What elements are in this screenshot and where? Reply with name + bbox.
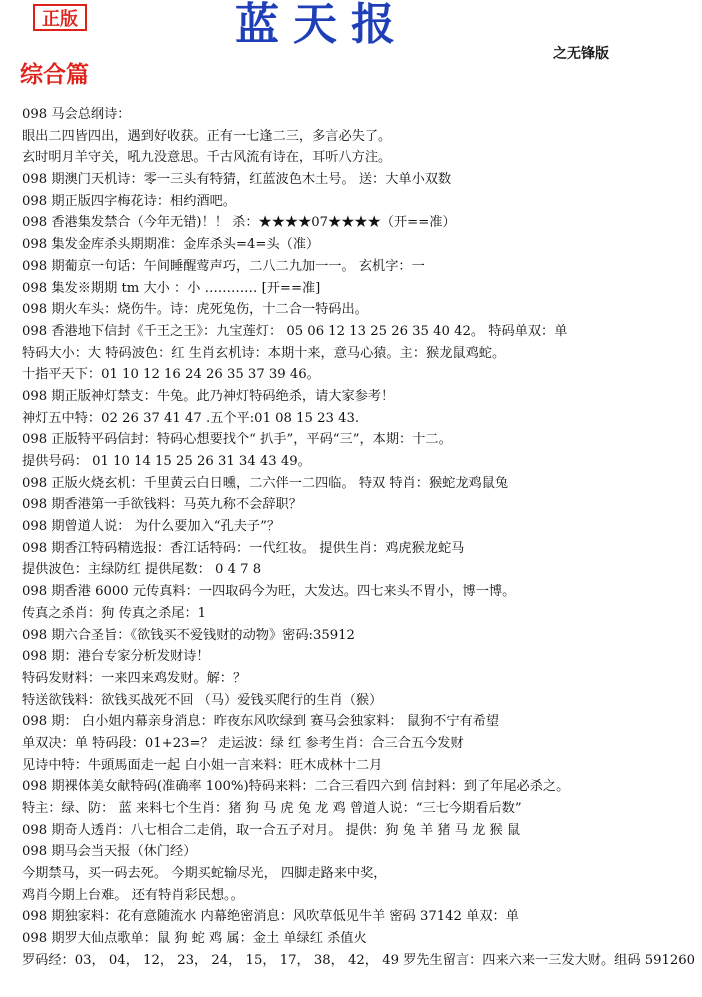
text-line: 十指平天下：01 10 12 16 24 26 35 37 39 46。 — [22, 367, 320, 383]
text-line: 神灯五中特：02 26 37 41 47 .五个平:01 08 15 23 43. — [22, 410, 360, 426]
text-line: 098 集发金库杀头期期准：金库杀头=4=头（准） — [22, 237, 320, 253]
text-line: 098 期正版神灯禁支：牛兔。此乃神灯特码绝杀，请大家参考！ — [22, 388, 395, 404]
text-line: 098 期：港台专家分析发财诗！ — [22, 649, 210, 665]
text-line: 098 期香港第一手欲钱料：马英九称不会辞职？ — [22, 497, 302, 513]
text-line: 098 马会总纲诗： — [22, 107, 131, 122]
text-line: 098 期香江特码精选报：香江话特码：一代红妆。 提供生肖：鸡虎猴龙蛇马 — [22, 540, 465, 556]
text-line: 特码发财料：一来四来鸡发财。解：？ — [22, 670, 247, 686]
text-line: 特码大小：大 特码波色：红 生肖玄机诗：本期十来，意马心猿。主：猴龙鼠鸡蛇。 — [22, 345, 506, 361]
edition-label: 之无锋版 — [553, 46, 609, 62]
text-line: 098 期罗大仙点歌单：鼠 狗 蛇 鸡 属：金土 单绿红 杀值火 — [22, 931, 367, 947]
text-line: 098 期火车头：烧伤牛。诗：虎死兔伤，十二合一特码出。 — [22, 302, 368, 318]
text-line: 098 期澳门天机诗：零一三头有特猜，红蓝波色木土号。 送：大单小双数 — [22, 172, 452, 188]
text-line: 098 期香港 6000 元传真料：一四取码今为旺，大发达。四七来头不胃小，博一博。 — [22, 584, 516, 600]
text-line: 今期禁马，买一码去死。 今期买蛇输尽光， 四脚走路来中奖， — [22, 866, 387, 882]
text-line: 098 正版特平码信封：特码心想要找个“ 扒手”，平码“三”，本期：十二。 — [22, 432, 452, 448]
text-line: 098 期奇人透肖：八七相合二走俏，取一合五子对月。 提供：狗 兔 羊 猪 马 龙 猴 鼠 — [22, 822, 521, 838]
text-line: 见诗中特：牛頭馬面走一起 白小姐一言来料：旺木成林十二月 — [22, 757, 383, 773]
text-line: 098 期： 白小姐内幕亲身消息：昨夜东风吹绿到 赛马会独家料： 鼠狗不宁有希望 — [22, 714, 500, 730]
text-line: 098 期葡京一句话：午间睡醒莺声巧，二八二九加一一。 玄机字：一 — [22, 258, 425, 274]
newspaper-title: 蓝天报 — [235, 0, 409, 50]
text-line: 提供号码： 01 10 14 15 25 26 31 34 43 49。 — [22, 454, 311, 469]
text-line: 玄时明月羊守关，吼九没意思。千古风流有诗在，耳听八方注。 — [22, 150, 392, 166]
text-line: 单双决：单 特码段：01+23=？ 走运波：绿 红 参考生肖：合三合五今发财 — [22, 735, 464, 751]
text-line: 098 期马会当天报（休门经） — [22, 844, 197, 860]
text-line: 098 期正版四字梅花诗：相约酒吧。 — [22, 193, 236, 209]
text-line: 098 期裸体美女献特码(准确率 100%)特码来料：二合三看四六到 信封料：到了年尾必杀之。 — [22, 779, 570, 795]
edition-badge: 正版 — [33, 4, 87, 31]
article-body — [22, 104, 698, 972]
text-line: 098 期六合圣旨：《欲钱买不爱钱财的动物》密码:35912 — [22, 627, 355, 643]
text-line: 眼出二四皆四出，遇到好收获。正有一七逢二三，多言必失了。 — [22, 128, 392, 144]
text-line: 098 正版火烧玄机：千里黄云白日曛，二六伴一二四临。 特双 特肖：猴蛇龙鸡鼠兔 — [22, 475, 509, 491]
text-line: 特主：绿、防： 蓝 来料七个生肖：猪 狗 马 虎 兔 龙 鸡 曾道人说：“三七今期看后数” — [22, 801, 522, 816]
text-line: 特送欲钱料：欲钱买战死不回 （马）爱钱买爬行的生肖（猴） — [22, 692, 383, 708]
text-line: 提供波色：主绿防红 提供尾数： 0 4 7 8 — [22, 562, 262, 578]
text-line: 098 期独家料：花有意随流水 内幕绝密消息：风吹草低见牛羊 密码 37142 单双：单 — [22, 909, 519, 925]
section-title: 综合篇 — [20, 61, 89, 88]
text-line: 罗码经：03， 04， 12， 23， 24， 15， 17， 38， 42， 49 罗先生留言：四来六来一三发大财。组码 591260 — [22, 952, 696, 968]
text-line: 098 期曾道人说： 为什么要加入“孔夫子”？ — [22, 519, 281, 535]
text-line: 098 香港集发禁合（今年无错)！！ 杀：★★★★07★★★★（开==准） — [22, 215, 456, 231]
text-line: 098 香港地下信封《千王之王》：九宝莲灯： 05 06 12 13 25 26 35 40 42。 特码单双：单 — [22, 323, 568, 339]
text-line: 098 集发※期期 tm 大小 ：小 ………… [开==准] — [22, 280, 321, 296]
text-line: 鸡肖今期上台难。 还有特肖彩民想。。 — [22, 887, 244, 903]
text-line: 传真之杀肖：狗 传真之杀尾：1 — [22, 605, 207, 621]
